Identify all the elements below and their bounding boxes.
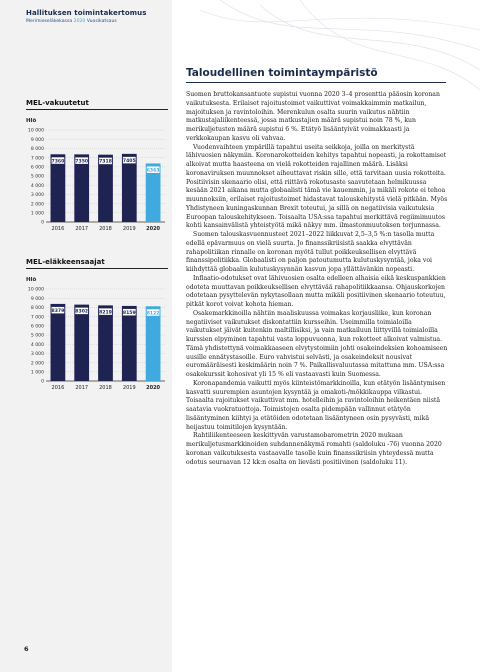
y-tick-label: 10 000 [27,287,44,293]
y-tick-label: 7 000 [30,156,44,162]
bar [51,154,66,222]
bar [51,304,66,381]
bar-value-label: 7405 [122,158,136,164]
bar [74,154,89,222]
article-title-rule [186,82,446,83]
bar [98,155,113,222]
y-tick-label: 0 [41,379,44,385]
x-tick-label: 2016 [51,226,65,232]
bar [122,306,137,381]
bar-value-label: 8379 [51,308,65,314]
chart-1-svg [24,126,168,236]
y-tick-label: 1 000 [30,211,44,217]
bar [146,306,161,381]
y-tick-label: 5 000 [30,333,44,339]
chart-1-rule [26,109,168,110]
bar [98,305,113,381]
report-header-title: Hallituksen toimintakertomus [26,9,147,17]
y-tick-label: 5 000 [30,174,44,180]
bar-value-label: 8159 [122,310,136,316]
y-tick-label: 6 000 [30,165,44,171]
bar-value-label: 8219 [99,310,112,316]
x-tick-label: 2019 [122,226,136,232]
x-tick-label: 2017 [75,385,89,391]
y-tick-label: 7 000 [30,315,44,321]
y-tick-label: 0 [41,220,44,226]
bar-value-label: 7360 [51,159,65,165]
article-paragraph: Rahtiliikenteeseen keskittyvän varustamobarometrin 2020 mukaan merikuljetusmarkkinoiden suhdannenäkymä romahti (saldoluku -76) vuonna 2020 koronan vaikutuksesta vastaavalle tasolle kuin finanssikriisin yhteydessä mutta odotus seuraavan 12 kk:n osalta on lievästi positiivinen (saldoluku 11). [186,432,442,466]
sidebar-panel [0,0,172,672]
y-tick-label: 1 000 [30,370,44,376]
subtitle-year: 2020 [73,19,86,24]
bar-value-label: 8122 [146,311,160,317]
article-paragraph: Osakemarkkinoilla nähtiin maaliskuussa voimakas korjausliike, kun koronan negatiiviset vaikutukset diskontattiin kursseihin. Useimmilla toimialoilla vaikutukset jäivät kuitenkin maltillisiksi, ja vain matkailuun liittyvillä toimialoilla kurssien elpyminen tapahtui vasta loppuvuonna, kun rokotteet alkoivat valmistua. Tämä yhdistettynä voimakkaaseen elvytystoimiin johti osakeindeksien kohoamiseen uusille ennätystasoille. Euro vahvistui selvästi, ja osakeindeksit nousivat euromääräisesti keskimäärin noin 7 %. Paikallisvaluutassa mitattuna mm. USA:ssa osakekurssit kohosivat yli 15 % eli vastaavasti kuin Suomessa. [186,309,448,378]
bar-value-label: 7318 [99,159,112,165]
decorative-swirl [180,0,480,95]
bar [74,305,89,381]
y-tick-label: 4 000 [30,183,44,189]
x-tick-label: 2017 [75,226,89,232]
y-tick-label: 2 000 [30,361,44,367]
y-tick-label: 6 000 [30,324,44,330]
article-paragraph: Inflaatio-odotukset ovat lähivuosien osalta edelleen alhaisia eikä keskuspankkien odoteta muuttavan poikkeuksellisen elvyttävää rahapolitiikkaansa. Ohjauskorkojen odotetaan pysyttelevän nykytasollaan mutta mikäli positiivinen skenaario toteutuu, pitkät korot voivat kohota hieman. [186,274,446,308]
article-paragraph: Koronapandemia vaikutti myös kiinteistömarkkinoilla, kun etätyön lisääntymisen kasvatti suurempien asuntojen kysyntää ja omakoti-/mökkikauppa vilkastui. Toisaalta rajoitukset vaikuttivat mm. hotelleihin ja ravintoloihin heikentäen niistä saatavia vuokratuottoja. Toimistojen osalta pidempään vallinnut etätyön lisääntyminen kiihtyi ja etätöiden odotetaan lisääntyneen osin pysyvästi, mikä heijastuu toimitilojen kysyntään. [186,379,446,431]
bar-value-label: 7350 [75,159,89,165]
x-tick-label: 2020 [146,385,161,391]
y-tick-label: 8 000 [30,306,44,312]
article-body [186,91,448,467]
article-paragraph: Suomen talouskasvuennusteet 2021–2022 liikkuvat 2,5–3,5 %:n tasolla mutta edellä epävarmuus on vielä suurta. Jo finanssikriisistä saakka elvyttävän rahapolitiikan rinnalle on koronan myötä tullut poikkeuksellisen elvyttävä finanssipolitiikka. Globaalisti on paljon patoutumutta kulutuskysyntää, joka voi kiihdyttää globaalin kulutuskysynnän kasvun jopa yllättävänkin nopeasti. [186,231,435,273]
y-tick-label: 4 000 [30,342,44,348]
y-tick-label: 3 000 [30,193,44,199]
chart-2-rule [26,268,168,269]
y-tick-label: 9 000 [30,137,44,143]
x-tick-label: 2018 [99,226,112,232]
page-number: 6 [24,645,29,653]
bar-value-label: 6363 [146,168,160,174]
x-tick-label: 2016 [51,385,65,391]
y-tick-label: 9 000 [30,296,44,302]
y-tick-label: 2 000 [30,202,44,208]
subtitle-suffix: Vuosikatsaus [86,19,117,24]
chart-2-svg [24,285,168,395]
report-header-subtitle [26,19,117,24]
x-tick-label: 2018 [99,385,112,391]
bar [122,154,137,222]
y-tick-label: 3 000 [30,352,44,358]
chart-2-unit: Hlö [26,277,37,283]
chart-1-unit: Hlö [26,118,37,124]
x-tick-label: 2019 [122,385,136,391]
y-tick-label: 8 000 [30,147,44,153]
article-title: Taloudellinen toimintaympäristö [186,67,378,79]
x-tick-label: 2020 [146,226,161,232]
subtitle-prefix: Merimieseläkekassa [26,19,73,24]
y-tick-label: 10 000 [27,128,44,134]
article-paragraph: Vuodenvaihteen ympärillä tapahtui useita seikkoja, joilla on merkitystä lähivuosien näkymiin. Koronarokotteiden kehitys tapahtui nopeasti, ja rokottamiset alkoivat mutta haasteena on vielä rokotteiden rajallinen määrä. Lisäksi koronaviruksen muunnokset aiheuttavat riskin sille, että tarvitaan uusia rokotteita. Positiivisin skenaario olisi, että riittävä rokotusaste saavutetaan helmikuussa kesään 2021 aikana mutta globaalisti tämä vie kauemmin, ja mikäli rokote ei tehoa muunnoksiin, erilaiset rajoitustoimet hidastavat talouskehitystä vielä pitkään. Myös Yhdistyneen kuningaskunnan Brexit toteutui, ja sillä on negatiivisia vaikutuksia Euroopan talouskehitykseen. Toisaalta USA:ssa tapahtui merkittävä regiimimuutos kohti kansainvälistä yhteistyötä mikä näkyy mm. ilmastonmuutoksen torjunnassa. [186,143,448,230]
chart-2-title: MEL-eläkkeensaajat [26,258,105,266]
bar-value-label: 8302 [75,309,89,315]
chart-1-title: MEL-vakuutetut [26,99,89,107]
article-paragraph: Suomen bruttokansantuote supistui vuonna 2020 3–4 prosenttia pääosin koronan vaikutuksesta. Erilaiset rajoitustoimet vaikuttivat voimakkaimmin matkailun, majoituksen ja ravintoloihin. Merenkulun osalta suurin vaikutus nähtiin matkustajaliikenteessä, jossa matkustajien määrä supistui noin 78 %, kun merikuljetusten määrä supistui 6 %. Etätyö lisääntyivät voimakkaasti ja verkkokaupan kasvu oli vahvaa. [186,91,440,142]
